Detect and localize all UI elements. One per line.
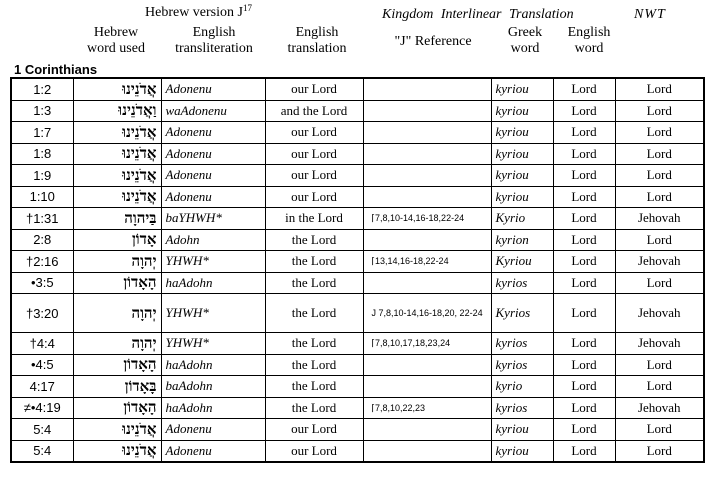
j-reference-cell: J 7,8,10-14,16-18,20, 22-24: [363, 294, 491, 333]
nwt-rendering-cell: Jehovah: [615, 333, 704, 355]
english-translation-cell: the Lord: [265, 229, 363, 251]
greek-word-cell: kyrion: [491, 229, 553, 251]
table-row: [11, 251, 704, 273]
hebrew-word-cell: הָאָדוֹן: [73, 272, 161, 294]
nwt-rendering-cell: Lord: [615, 419, 704, 441]
hebrew-word-cell: אֲדֹנֵינוּ: [73, 165, 161, 187]
table-row: [11, 397, 704, 419]
verse-reference-cell: 1:3: [11, 100, 73, 122]
j-reference-cell: [363, 100, 491, 122]
nwt-rendering-cell: Lord: [615, 440, 704, 462]
greek-word-cell: kyriou: [491, 122, 553, 144]
verse-reference-cell: 2:8: [11, 229, 73, 251]
greek-word-cell: Kyrios: [491, 294, 553, 333]
table-row: [11, 272, 704, 294]
transliteration-cell: Adonenu: [161, 78, 265, 100]
nwt-rendering-cell: Jehovah: [615, 251, 704, 273]
j-reference-cell: ⌈7,8,10-14,16-18,22-24: [363, 208, 491, 230]
table-row: [11, 294, 704, 333]
greek-word-cell: Kyriou: [491, 251, 553, 273]
english-word-cell: Lord: [553, 272, 615, 294]
hebrew-word-used-heading: [75, 25, 157, 57]
nwt-rendering-cell: Lord: [615, 122, 704, 144]
greek-word-cell: kyrios: [491, 272, 553, 294]
nwt-rendering-cell: Lord: [615, 376, 704, 398]
j-reference-cell: ⌈7,8,10,22,23: [363, 397, 491, 419]
transliteration-cell: haAdohn: [161, 397, 265, 419]
hebrew-version-text: Hebrew version J: [145, 5, 243, 20]
transliteration-cell: haAdohn: [161, 272, 265, 294]
english-word-cell: Lord: [553, 354, 615, 376]
table-row: [11, 143, 704, 165]
english-word-cell: Lord: [553, 419, 615, 441]
nwt-heading: NWT: [634, 7, 666, 22]
table-row: [11, 78, 704, 100]
hebrew-version-heading: [145, 5, 252, 21]
greek-word-cell: kyriou: [491, 186, 553, 208]
english-translation-cell: our Lord: [265, 440, 363, 462]
greek-word-cell: kyriou: [491, 165, 553, 187]
hebrew-word-cell: אֲדֹנֵינוּ: [73, 440, 161, 462]
table-row: [11, 376, 704, 398]
english-word-cell: Lord: [553, 333, 615, 355]
verse-reference-cell: 1:9: [11, 165, 73, 187]
table-row: [11, 229, 704, 251]
english-word-cell: Lord: [553, 397, 615, 419]
transliteration-cell: Adonenu: [161, 122, 265, 144]
greek-word-line2: word: [510, 41, 540, 56]
english-word-cell: Lord: [553, 165, 615, 187]
transliteration-cell: YHWH*: [161, 294, 265, 333]
english-word-cell: Lord: [553, 100, 615, 122]
english-translation-line2: translation: [287, 41, 347, 56]
greek-word-line1: Greek: [507, 25, 543, 40]
hebrew-word-cell: יְהוָה: [73, 333, 161, 355]
hebrew-word-cell: אֲדֹנֵינוּ: [73, 143, 161, 165]
nwt-rendering-cell: Lord: [615, 229, 704, 251]
greek-word-cell: kyriou: [491, 419, 553, 441]
hebrew-word-cell: הָאָדוֹן: [73, 354, 161, 376]
english-translation-cell: the Lord: [265, 333, 363, 355]
j-reference-cell: [363, 440, 491, 462]
hebrew-word-cell: יְהוָה: [73, 251, 161, 273]
nwt-rendering-cell: Jehovah: [615, 397, 704, 419]
table-body: [11, 78, 704, 462]
english-translation-cell: our Lord: [265, 122, 363, 144]
nwt-rendering-cell: Jehovah: [615, 208, 704, 230]
j-reference-heading: "J" Reference: [394, 34, 472, 49]
english-translation-cell: our Lord: [265, 165, 363, 187]
verse-reference-cell: †2:16: [11, 251, 73, 273]
hebrew-word-cell: אֲדֹנֵינוּ: [73, 186, 161, 208]
table-row: [11, 419, 704, 441]
english-transliteration-line2: transliteration: [175, 41, 253, 56]
table-row: [11, 333, 704, 355]
transliteration-cell: haAdohn: [161, 354, 265, 376]
english-translation-cell: our Lord: [265, 143, 363, 165]
verse-reference-cell: •4:5: [11, 354, 73, 376]
english-word-line1: English: [567, 25, 611, 40]
nwt-rendering-cell: Lord: [615, 354, 704, 376]
hebrew-word-cell: אֲדֹנֵינוּ: [73, 122, 161, 144]
verse-reference-cell: †1:31: [11, 208, 73, 230]
hebrew-version-superscript: 17: [242, 3, 252, 13]
kit-heading: Kingdom Interlinear Translation: [382, 7, 574, 22]
transliteration-cell: Adonenu: [161, 143, 265, 165]
english-translation-line1: English: [295, 25, 339, 40]
transliteration-cell: Adonenu: [161, 419, 265, 441]
english-word-cell: Lord: [553, 208, 615, 230]
english-word-cell: Lord: [553, 294, 615, 333]
english-word-cell: Lord: [553, 251, 615, 273]
j-reference-cell: [363, 143, 491, 165]
table-row: [11, 165, 704, 187]
table-row: [11, 354, 704, 376]
j-reference-cell: [363, 376, 491, 398]
english-translation-cell: the Lord: [265, 354, 363, 376]
english-word-cell: Lord: [553, 229, 615, 251]
table-row: [11, 122, 704, 144]
j-reference-cell: [363, 229, 491, 251]
j-reference-cell: [363, 165, 491, 187]
english-translation-cell: the Lord: [265, 376, 363, 398]
english-word-cell: Lord: [553, 122, 615, 144]
transliteration-cell: YHWH*: [161, 251, 265, 273]
verse-reference-cell: †3:20: [11, 294, 73, 333]
english-word-cell: Lord: [553, 376, 615, 398]
hebrew-word-cell: בַּיהוָה: [73, 208, 161, 230]
hebrew-word-used-line1: Hebrew: [93, 25, 139, 40]
english-transliteration-heading: [162, 25, 266, 57]
hebrew-word-used-line2: word used: [87, 41, 145, 56]
english-translation-cell: the Lord: [265, 294, 363, 333]
transliteration-cell: baYHWH*: [161, 208, 265, 230]
greek-word-cell: kyriou: [491, 100, 553, 122]
hebrew-word-cell: אֲדֹנֵינוּ: [73, 78, 161, 100]
nwt-rendering-cell: Lord: [615, 78, 704, 100]
verse-reference-cell: 1:7: [11, 122, 73, 144]
english-translation-heading: [268, 25, 366, 57]
greek-word-cell: kyriou: [491, 78, 553, 100]
comparison-table: [10, 77, 705, 463]
english-translation-cell: the Lord: [265, 272, 363, 294]
j-reference-cell: [363, 419, 491, 441]
english-translation-cell: the Lord: [265, 397, 363, 419]
j-reference-cell: [363, 186, 491, 208]
english-translation-cell: in the Lord: [265, 208, 363, 230]
verse-reference-cell: •3:5: [11, 272, 73, 294]
table-row: [11, 440, 704, 462]
greek-word-cell: kyriou: [491, 440, 553, 462]
j-reference-cell: [363, 122, 491, 144]
table-row: [11, 208, 704, 230]
english-translation-cell: our Lord: [265, 419, 363, 441]
transliteration-cell: waAdonenu: [161, 100, 265, 122]
greek-word-cell: kyrios: [491, 354, 553, 376]
table-row: [11, 100, 704, 122]
english-word-cell: Lord: [553, 78, 615, 100]
greek-word-cell: kyrio: [491, 376, 553, 398]
nwt-rendering-cell: Lord: [615, 143, 704, 165]
verse-reference-cell: 4:17: [11, 376, 73, 398]
english-transliteration-line1: English: [192, 25, 236, 40]
verse-reference-cell: 5:4: [11, 440, 73, 462]
hebrew-word-cell: אֲדֹנֵינוּ: [73, 419, 161, 441]
english-word-cell: Lord: [553, 186, 615, 208]
english-translation-cell: our Lord: [265, 78, 363, 100]
english-translation-cell: our Lord: [265, 186, 363, 208]
greek-word-cell: Kyrio: [491, 208, 553, 230]
j-reference-cell: [363, 354, 491, 376]
english-word-line2: word: [574, 41, 604, 56]
greek-word-cell: kyrios: [491, 333, 553, 355]
verse-reference-cell: 5:4: [11, 419, 73, 441]
j-reference-cell: ⌈7,8,10,17,18,23,24: [363, 333, 491, 355]
nwt-rendering-cell: Lord: [615, 165, 704, 187]
english-translation-cell: and the Lord: [265, 100, 363, 122]
english-word-heading: [558, 25, 620, 57]
section-title: 1 Corinthians: [14, 62, 98, 77]
j-reference-cell: [363, 272, 491, 294]
j-reference-cell: ⌈13,14,16-18,22-24: [363, 251, 491, 273]
hebrew-word-cell: יְהוָה: [73, 294, 161, 333]
english-translation-cell: the Lord: [265, 251, 363, 273]
verse-reference-cell: 1:2: [11, 78, 73, 100]
table-row: [11, 186, 704, 208]
hebrew-word-cell: אָדוֹן: [73, 229, 161, 251]
transliteration-cell: Adohn: [161, 229, 265, 251]
nwt-rendering-cell: Lord: [615, 272, 704, 294]
verse-reference-cell: ≠•4:19: [11, 397, 73, 419]
transliteration-cell: baAdohn: [161, 376, 265, 398]
greek-word-cell: kyriou: [491, 143, 553, 165]
hebrew-word-cell: הָאָדוֹן: [73, 397, 161, 419]
transliteration-cell: YHWH*: [161, 333, 265, 355]
verse-reference-cell: 1:10: [11, 186, 73, 208]
transliteration-cell: Adonenu: [161, 186, 265, 208]
english-word-cell: Lord: [553, 440, 615, 462]
verse-reference-cell: 1:8: [11, 143, 73, 165]
nwt-rendering-cell: Jehovah: [615, 294, 704, 333]
transliteration-cell: Adonenu: [161, 165, 265, 187]
hebrew-word-cell: וַאֲדֹנֵינוּ: [73, 100, 161, 122]
nwt-rendering-cell: Lord: [615, 186, 704, 208]
verse-reference-cell: †4:4: [11, 333, 73, 355]
english-word-cell: Lord: [553, 143, 615, 165]
greek-word-heading: [495, 25, 555, 57]
j-reference-cell: [363, 78, 491, 100]
transliteration-cell: Adonenu: [161, 440, 265, 462]
nwt-rendering-cell: Lord: [615, 100, 704, 122]
greek-word-cell: kyrios: [491, 397, 553, 419]
hebrew-word-cell: בָּאָדוֹן: [73, 376, 161, 398]
